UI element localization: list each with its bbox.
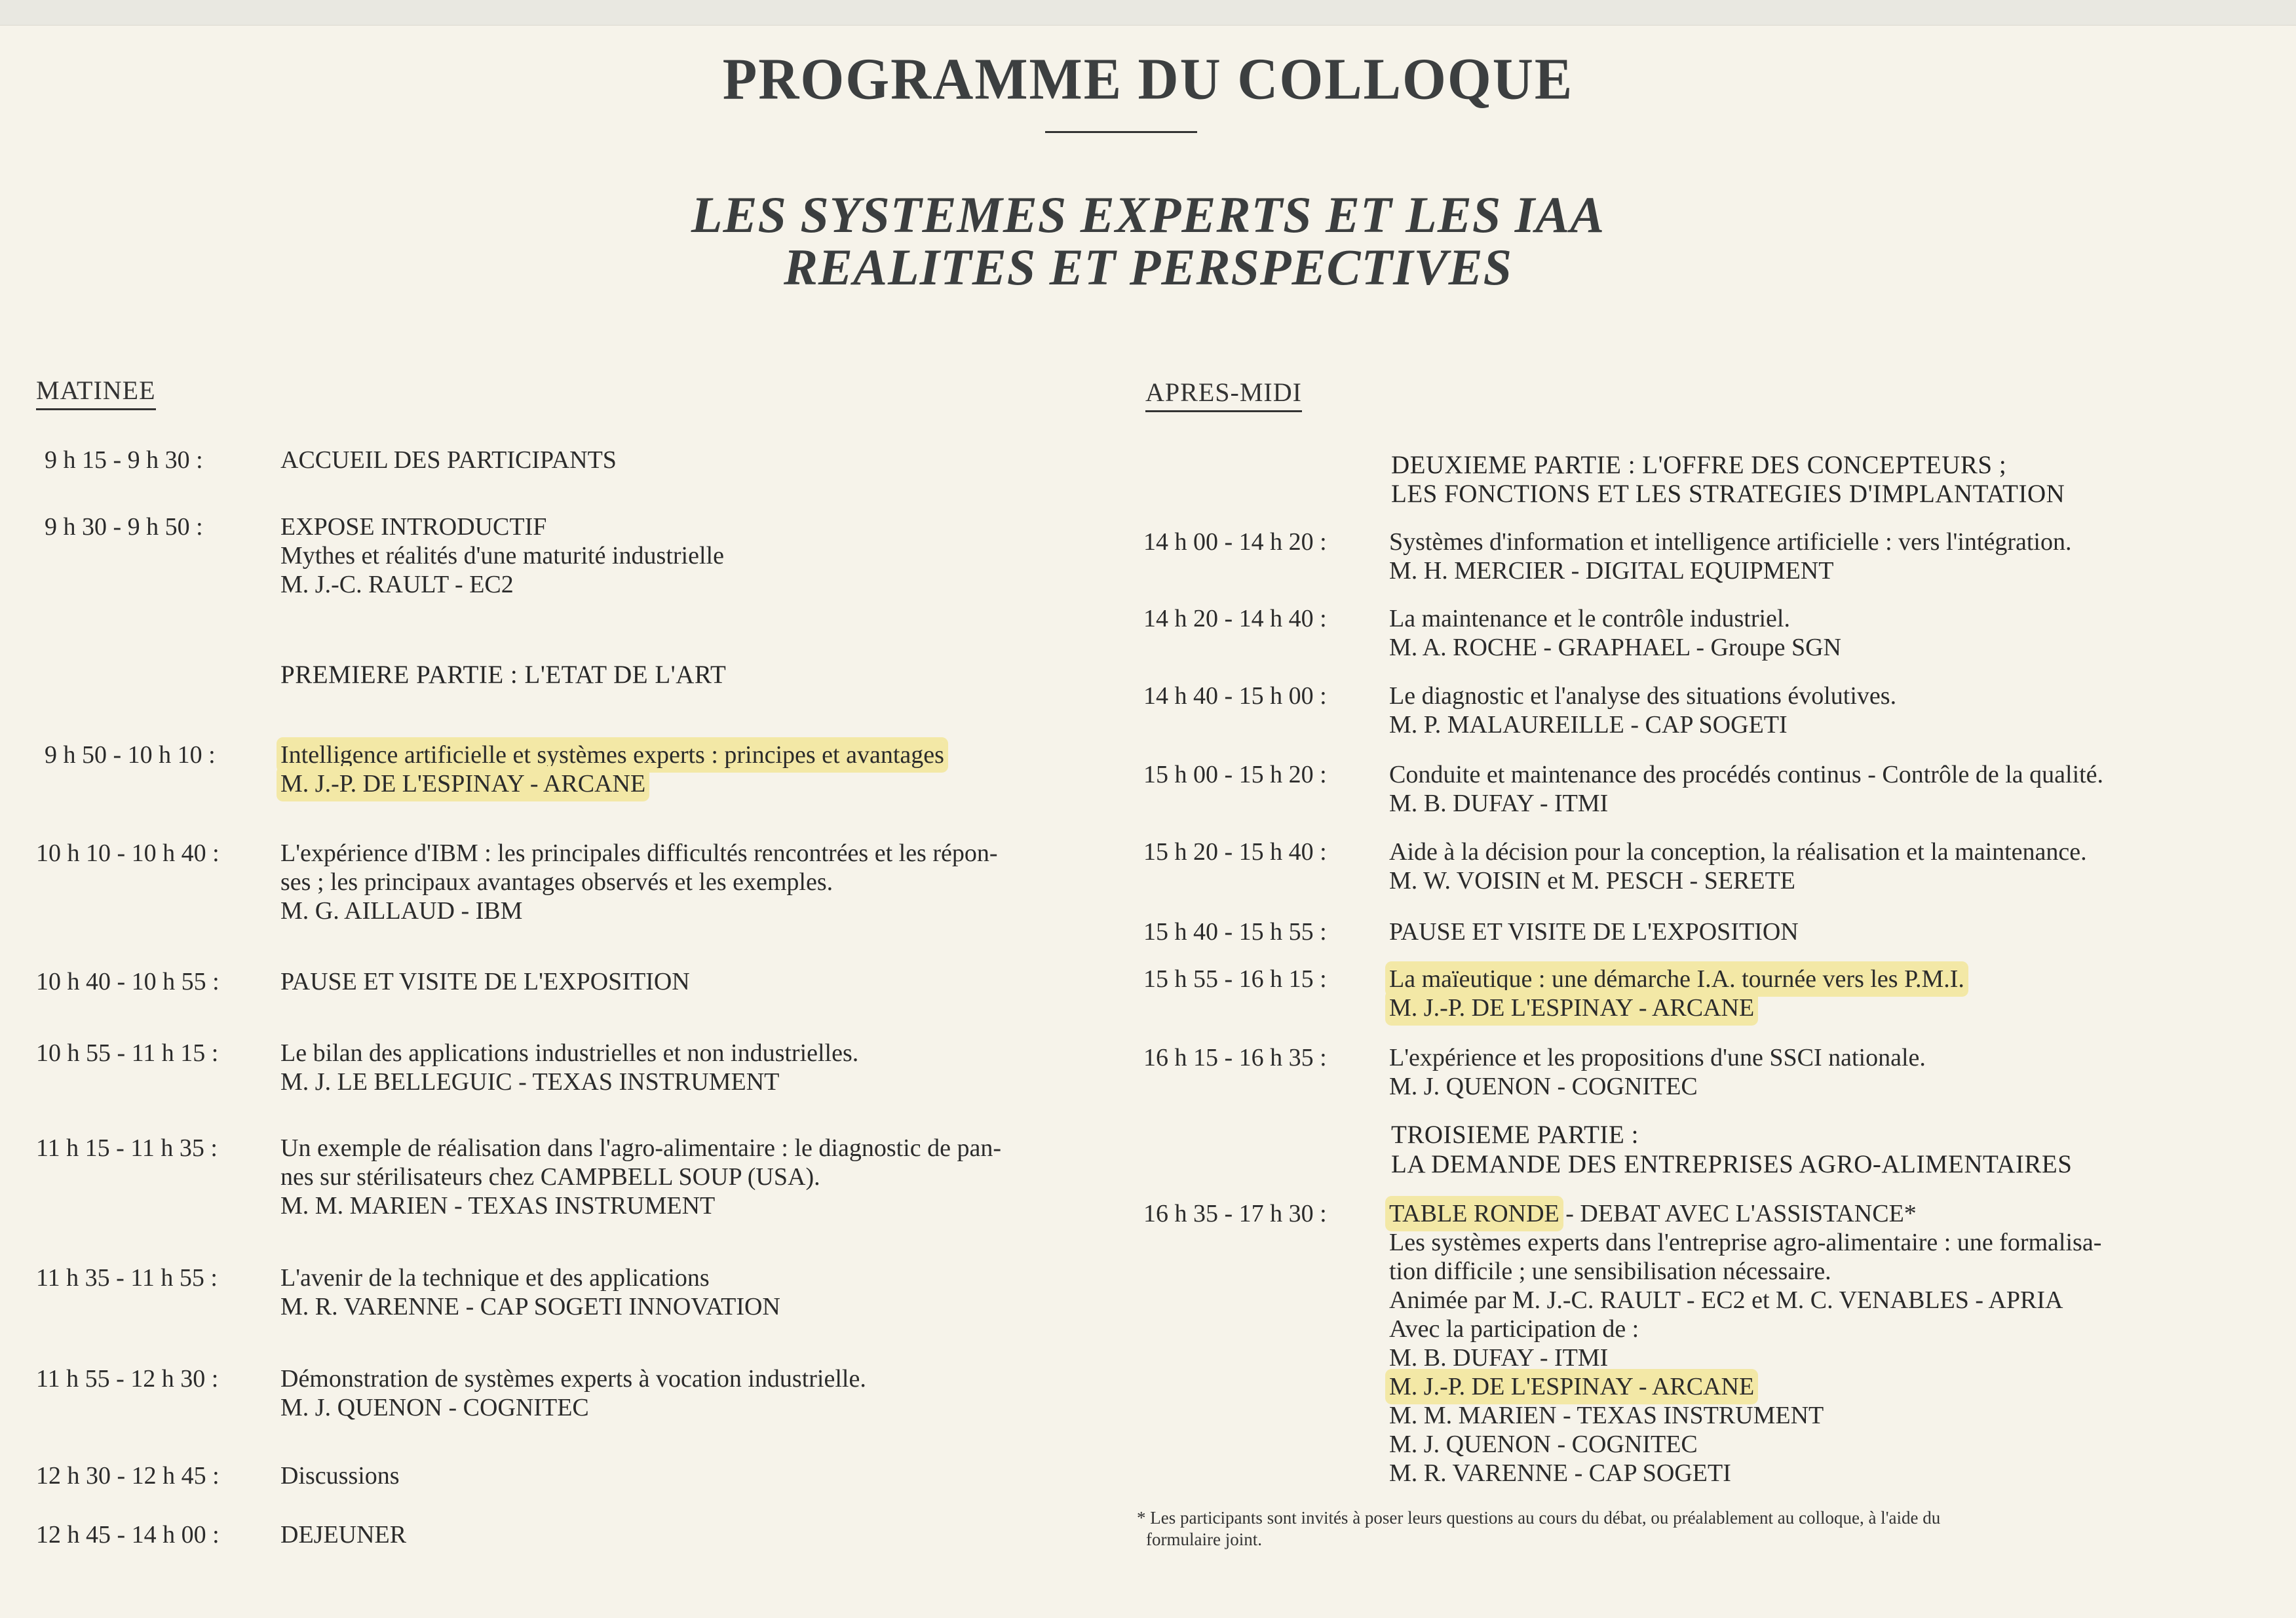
session-time: 15 h 20 - 15 h 40 :: [1143, 838, 1327, 866]
round-table-label: TABLE RONDE: [1389, 1200, 1559, 1227]
session-time: 15 h 55 - 16 h 15 :: [1143, 965, 1327, 993]
session-content: [280, 967, 690, 996]
round-table-content: [1389, 1199, 2101, 1488]
session-time: 15 h 00 - 15 h 20 :: [1143, 761, 1327, 788]
session-speaker: M. J.-P. DE L'ESPINAY - ARCANE: [280, 770, 646, 798]
session-content: [280, 1263, 780, 1321]
session-content: [1389, 682, 1896, 739]
part-1-title: PREMIERE PARTIE : L'ETAT DE L'ART: [280, 661, 727, 689]
session-content: [280, 512, 724, 599]
session-content: [1389, 760, 2103, 818]
session-title: DEJEUNER: [280, 1521, 407, 1549]
round-table-title: [1389, 1199, 2101, 1228]
session-content: [280, 446, 617, 474]
part-2-title-line-1: DEUXIEME PARTIE : L'OFFRE DES CONCEPTEURS ;: [1391, 451, 2007, 479]
session-title-cont: ses ; les principaux avantages observés et les exemples.: [280, 868, 833, 896]
session-speaker: M. A. ROCHE - GRAPHAEL - Groupe SGN: [1389, 634, 1841, 661]
part-2-title-line-2: LES FONCTIONS ET LES STRATEGIES D'IMPLANTATION: [1391, 480, 2065, 508]
session-speaker: M. G. AILLAUD - IBM: [280, 897, 523, 925]
session-title: EXPOSE INTRODUCTIF: [280, 513, 547, 541]
session-title: L'expérience et les propositions d'une SSCI nationale.: [1389, 1044, 1926, 1071]
session-title: Discussions: [280, 1462, 400, 1490]
session-time: 16 h 15 - 16 h 35 :: [1143, 1044, 1327, 1071]
session-title: La maintenance et le contrôle industriel.: [1389, 605, 1790, 632]
session-speaker: M. H. MERCIER - DIGITAL EQUIPMENT: [1389, 557, 1834, 585]
session-title: Démonstration de systèmes experts à vocation industrielle.: [280, 1365, 866, 1393]
session-title: L'avenir de la technique et des applications: [280, 1264, 710, 1292]
session-subtitle: Mythes et réalités d'une maturité industrielle: [280, 542, 724, 569]
session-time: 10 h 10 - 10 h 40 :: [36, 839, 220, 867]
session-speaker: M. R. VARENNE - CAP SOGETI INNOVATION: [280, 1293, 780, 1320]
session-content: [280, 1134, 1001, 1220]
session-title: Aide à la décision pour la conception, la réalisation et la maintenance.: [1389, 838, 2087, 866]
session-title: Le diagnostic et l'analyse des situations évolutives.: [1389, 682, 1897, 710]
session-title: L'expérience d'IBM : les principales difficultés rencontrées et les répon-: [280, 839, 998, 867]
session-time: 9 h 15 - 9 h 30 :: [45, 446, 203, 474]
session-title: PAUSE ET VISITE DE L'EXPOSITION: [1389, 918, 1799, 946]
session-content: [280, 839, 998, 925]
session-title: Systèmes d'information et intelligence artificielle : vers l'intégration.: [1389, 528, 2072, 556]
subtitle-line-1: LES SYSTEMES EXPERTS ET LES IAA: [691, 186, 1605, 243]
session-time: 14 h 00 - 14 h 20 :: [1143, 528, 1327, 556]
session-speaker: M. M. MARIEN - TEXAS INSTRUMENT: [280, 1192, 716, 1220]
session-title: Un exemple de réalisation dans l'agro-alimentaire : le diagnostic de pan-: [280, 1134, 1001, 1162]
participant: M. M. MARIEN - TEXAS INSTRUMENT: [1389, 1402, 1824, 1429]
session-content: [1389, 965, 1964, 1022]
session-speaker: M. J.-C. RAULT - EC2: [280, 571, 514, 598]
title-rule: [1045, 131, 1197, 133]
footnote: [1137, 1507, 1940, 1551]
footnote-line-1: * Les participants sont invités à poser leurs questions au cours du débat, ou préalablement au colloque, à l'aide du: [1137, 1508, 1941, 1528]
session-time: 11 h 15 - 11 h 35 :: [36, 1134, 218, 1162]
session-content: [1389, 1043, 1926, 1101]
session-speaker: M. P. MALAUREILLE - CAP SOGETI: [1389, 711, 1788, 739]
session-time: 9 h 50 - 10 h 10 :: [45, 741, 216, 769]
session-title-cont: nes sur stérilisateurs chez CAMPBELL SOUP (USA).: [280, 1163, 820, 1191]
part-3-title-line-1: TROISIEME PARTIE :: [1391, 1121, 1639, 1149]
session-speaker: M. J. QUENON - COGNITEC: [1389, 1073, 1698, 1100]
session-speaker: M. B. DUFAY - ITMI: [1389, 790, 1609, 817]
page-title: PROGRAMME DU COLLOQUE: [722, 45, 1574, 112]
session-title: PAUSE ET VISITE DE L'EXPOSITION: [280, 968, 690, 995]
session-speaker: M. J. LE BELLEGUIC - TEXAS INSTRUMENT: [280, 1068, 780, 1096]
participant: M. J. QUENON - COGNITEC: [1389, 1431, 1698, 1458]
session-content: [1389, 838, 2087, 895]
session-content: [280, 1520, 406, 1549]
morning-heading: MATINEE: [36, 375, 156, 410]
session-content: [280, 1461, 400, 1490]
session-content: [1389, 917, 1799, 946]
session-title: Intelligence artificielle et systèmes experts : principes et avantages: [280, 741, 944, 769]
participant-highlighted: M. J.-P. DE L'ESPINAY - ARCANE: [1389, 1373, 1755, 1400]
session-time: 9 h 30 - 9 h 50 :: [45, 513, 203, 541]
session-content: [280, 1364, 866, 1422]
participant: M. R. VARENNE - CAP SOGETI: [1389, 1459, 1731, 1487]
session-time: 12 h 30 - 12 h 45 :: [36, 1462, 220, 1490]
session-time: 11 h 35 - 11 h 55 :: [36, 1264, 218, 1292]
round-table-desc-cont: tion difficile ; une sensibilisation nécessaire.: [1389, 1258, 1831, 1285]
session-title: La maïeutique : une démarche I.A. tournée vers les P.M.I.: [1389, 965, 1964, 993]
session-time: 11 h 55 - 12 h 30 :: [36, 1365, 219, 1393]
session-content: [1389, 528, 2072, 585]
session-title: Le bilan des applications industrielles et non industrielles.: [280, 1039, 859, 1067]
session-content: [1389, 604, 1841, 662]
round-table-moderators: Animée par M. J.-C. RAULT - EC2 et M. C. VENABLES - APRIA: [1389, 1286, 2063, 1314]
footnote-line-2: formulaire joint.: [1146, 1530, 1262, 1549]
session-speaker: M. J.-P. DE L'ESPINAY - ARCANE: [1389, 994, 1755, 1022]
session-title: ACCUEIL DES PARTICIPANTS: [280, 446, 617, 474]
afternoon-heading: APRES-MIDI: [1145, 377, 1302, 412]
scan-top-edge: [0, 0, 2296, 26]
round-table-participants-label: Avec la participation de :: [1389, 1315, 1639, 1343]
session-content: [280, 741, 944, 798]
session-time: 14 h 20 - 14 h 40 :: [1143, 605, 1327, 632]
round-table-subtitle: - DEBAT AVEC L'ASSISTANCE*: [1559, 1200, 1917, 1227]
session-content: [280, 1039, 858, 1096]
session-speaker: M. W. VOISIN et M. PESCH - SERETE: [1389, 867, 1796, 895]
session-time: 14 h 40 - 15 h 00 :: [1143, 682, 1327, 710]
part-3-title-line-2: LA DEMANDE DES ENTREPRISES AGRO-ALIMENTAIRES: [1391, 1150, 2073, 1178]
participant: M. B. DUFAY - ITMI: [1389, 1344, 1609, 1372]
subtitle-line-2: REALITES ET PERSPECTIVES: [783, 239, 1512, 296]
session-time: 12 h 45 - 14 h 00 :: [36, 1521, 220, 1549]
session-time: 10 h 40 - 10 h 55 :: [36, 968, 220, 995]
session-speaker: M. J. QUENON - COGNITEC: [280, 1394, 589, 1421]
session-time: 15 h 40 - 15 h 55 :: [1143, 918, 1327, 946]
session-time: 10 h 55 - 11 h 15 :: [36, 1039, 219, 1067]
session-title: Conduite et maintenance des procédés continus - Contrôle de la qualité.: [1389, 761, 2104, 788]
round-table-desc: Les systèmes experts dans l'entreprise agro-alimentaire : une formalisa-: [1389, 1229, 2102, 1256]
session-time: 16 h 35 - 17 h 30 :: [1143, 1200, 1327, 1227]
